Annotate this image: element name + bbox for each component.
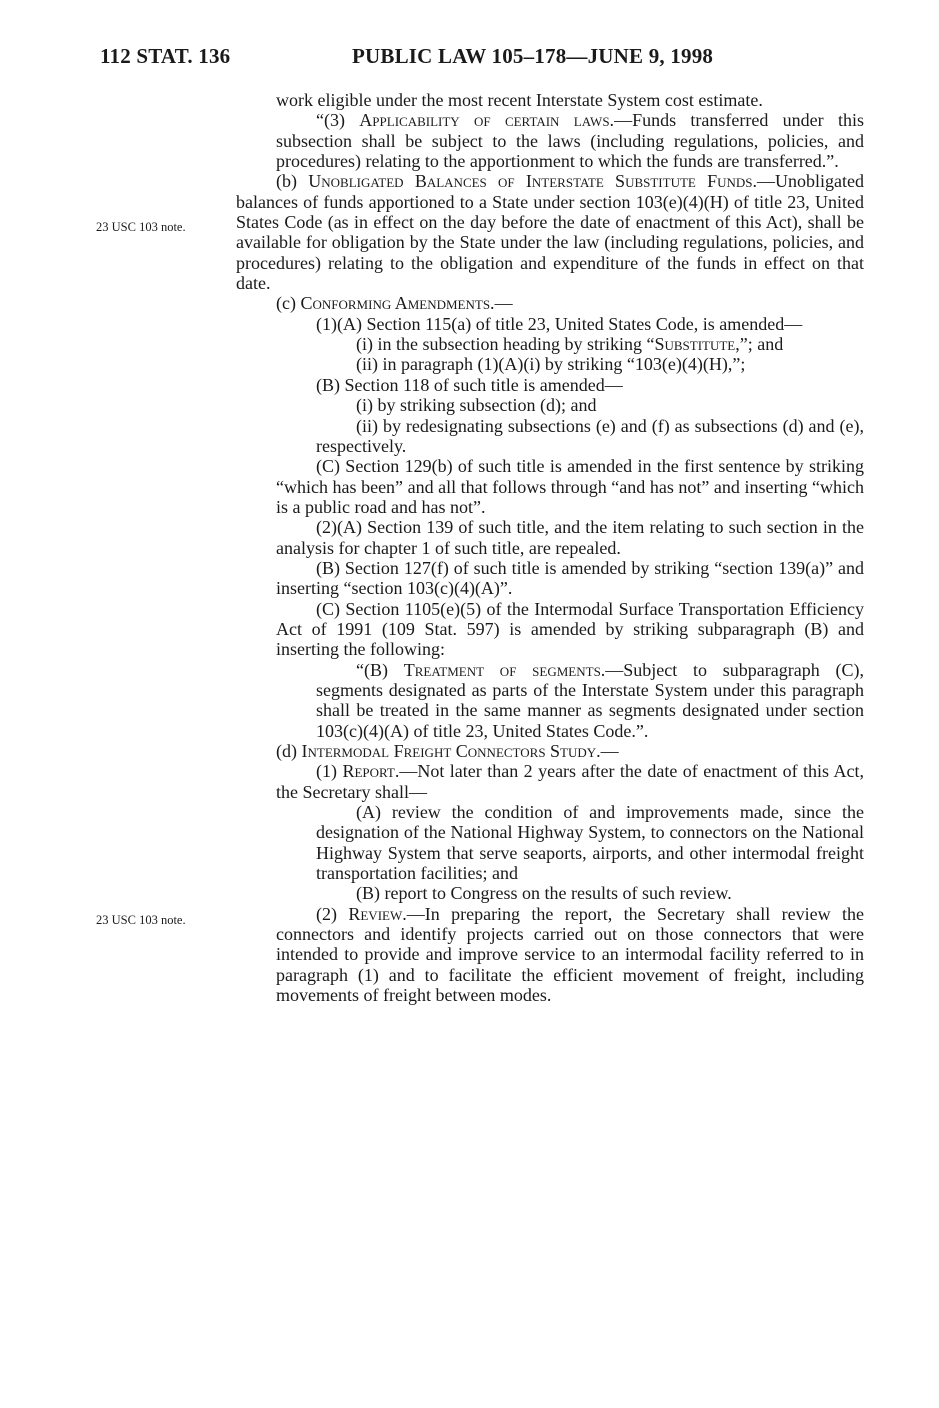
section-heading: Report. <box>342 761 400 782</box>
section-heading: Review. <box>348 903 407 924</box>
paragraph-1a-i: (i) in the subsection heading by striking “Substitute,”; and <box>356 334 784 355</box>
margin-note-d: 23 USC 103 note. <box>96 913 186 927</box>
section-heading: Applicability of certain laws. <box>359 110 615 131</box>
public-law-title: PUBLIC LAW 105–178—JUNE 9, 1998 <box>352 44 714 68</box>
paragraph-1b-ii: (ii) by redesignating subsections (e) and (f) as subsections (d) and (e), respectively. <box>316 415 864 456</box>
paragraph-cost-estimate: work eligible under the most recent Interstate System cost estimate. <box>276 90 763 110</box>
paragraph-applicability: “(3) Applicability of certain laws.—Funds transferred under this subsection shall be subject to the laws (including regulations, policies, and procedures) relating to the apportionment to which the funds are transferred.”. <box>276 110 864 172</box>
page-header <box>0 44 939 72</box>
paragraph-report-b: (B) report to Congress on the results of such review. <box>356 883 732 904</box>
paragraph-freight-connectors-study: (d) Intermodal Freight Connectors Study.— <box>276 741 619 761</box>
paragraph-unobligated-balances: (b) Unobligated Balances of Interstate Substitute Funds.—Unobligated balances of funds apportioned to a State under section 103(e)(4)(H) of title 23, United States Code (as in effect on the day before the date of enactment of this Act), shall be available for obligation by the State under the law (including regulations, policies, and procedures) relating to the obligation and expenditure of the funds in effect on that date. <box>236 171 864 294</box>
paragraph-treatment-of-segments: “(B) Treatment of segments.—Subject to subparagraph (C), segments designated as parts of the Interstate System under this paragraph shall be treated in the same manner as segments designated under section 103(c)(4)(A) of title 23, United States Code.”. <box>316 659 864 741</box>
section-heading: Treatment of segments. <box>403 659 606 680</box>
paragraph-report-a: (A) review the condition of and improvements made, since the designation of the National Highway System, to connectors on the National Highway System that serve seaports, airports, and other intermodal freight transportation facilities; and <box>316 802 864 884</box>
paragraph-2b: (B) Section 127(f) of such title is amended by striking “section 139(a)” and inserting “section 103(c)(4)(A)”. <box>276 557 864 599</box>
section-heading: Conforming Amendments. <box>300 293 495 314</box>
margin-note-b: 23 USC 103 note. <box>96 220 186 234</box>
paragraph-review: (2) Review.—In preparing the report, the Secretary shall review the connectors and identify projects carried out on those connectors that were intended to provide and improve service to an intermodal facility referred to in paragraph (1) and to facilitate the efficient movement of freight, including movements of freight between modes. <box>276 903 864 1006</box>
paragraph-1a-ii: (ii) in paragraph (1)(A)(i) by striking “103(e)(4)(H),”; <box>356 354 746 375</box>
paragraph-report: (1) Report.—Not later than 2 years after the date of enactment of this Act, the Secretary shall— <box>276 761 864 802</box>
paragraph-2a: (2)(A) Section 139 of such title, and the item relating to such section in the analysis for chapter 1 of such title, are repealed. <box>276 517 864 558</box>
paragraph-1b: (B) Section 118 of such title is amended— <box>316 374 623 395</box>
section-heading: Unobligated Balances of Interstate Substitute Funds. <box>308 171 757 192</box>
stat-page-citation: 112 STAT. 136 <box>100 44 231 68</box>
paragraph-conforming-amendments: (c) Conforming Amendments.— <box>276 293 513 314</box>
paragraph-2c: (C) Section 1105(e)(5) of the Intermodal Surface Transportation Efficiency Act of 1991 (109 Stat. 597) is amended by striking subparagraph (B) and inserting the following: <box>276 598 864 660</box>
document-body <box>236 90 864 1005</box>
paragraph-1a: (1)(A) Section 115(a) of title 23, United States Code, is amended— <box>316 313 803 334</box>
paragraph-1c: (C) Section 129(b) of such title is amended in the first sentence by striking “which has been” and all that follows through “and has not” and inserting “which is a public road and has not”. <box>276 456 864 517</box>
paragraph-1b-i: (i) by striking subsection (d); and <box>356 395 597 416</box>
section-heading: Intermodal Freight Connectors Study. <box>301 741 601 761</box>
